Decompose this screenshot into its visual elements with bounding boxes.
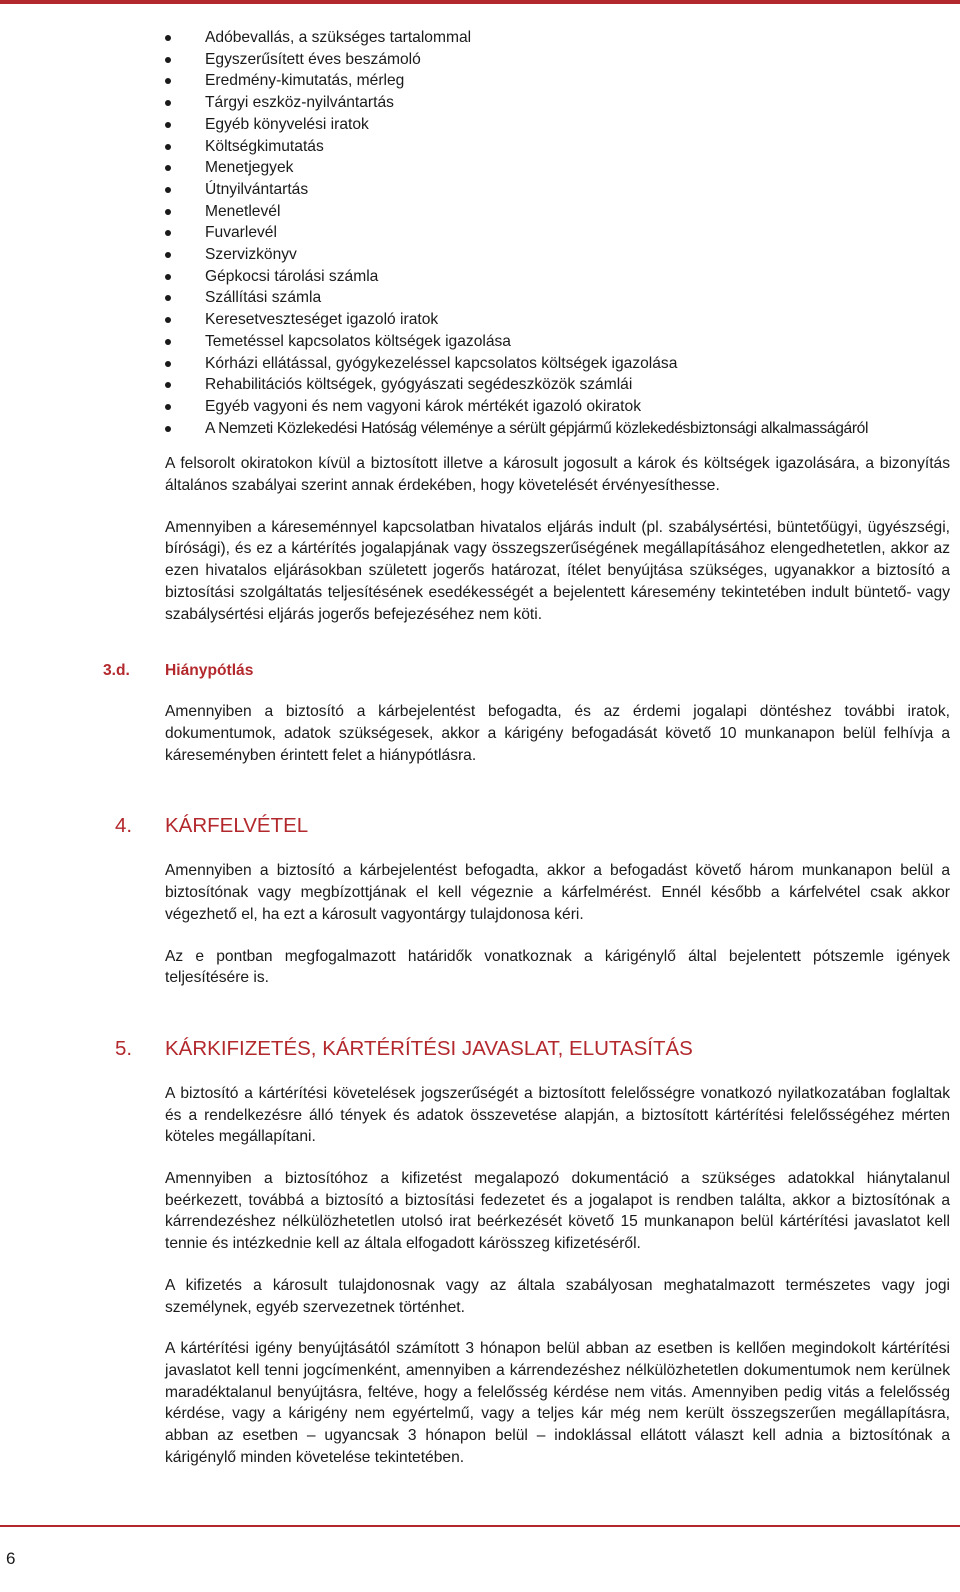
list-item: Tárgyi eszköz-nyilvántartás bbox=[165, 92, 950, 114]
document-body bbox=[103, 27, 950, 1468]
list-item: Költségkimutatás bbox=[165, 136, 950, 158]
section-title: Hiánypótlás bbox=[165, 662, 254, 680]
list-item: Gépkocsi tárolási számla bbox=[165, 266, 950, 288]
paragraph-supporting-documents: A felsorolt okiratokon kívül a biztosított illetve a károsult jogosult a károk és költségek igazolására, a bizonyítás általános szabályai szerint annak érdekében, hogy követelését érvényesíthesse. bbox=[165, 455, 950, 495]
bullet-icon bbox=[165, 144, 171, 150]
bullet-icon bbox=[165, 274, 171, 280]
bullet-icon bbox=[165, 317, 171, 323]
paragraph-official-proceedings: Amennyiben a káreseménnyel kapcsolatban hivatalos eljárás indult (pl. szabálysértési, büntetőügyi, ügyészségi, bírósági), és ez a kártérítés jogalapjának vagy összegszerűségének megállapításához elengedhetetlen, akkor az ezen hivatalos eljárásokban született jogerős határozat, ítélet benyújtása szükséges, ugyanakkor a biztosító a biztosítási szolgáltatás teljesítésének esedékességét a bejelentett káresemény tekintetében indult büntető- vagy szabálysértési eljárás jogerős befejezéséhez nem köti. bbox=[165, 518, 950, 623]
list-item: Menetlevél bbox=[165, 201, 950, 223]
section-4-heading bbox=[115, 812, 950, 840]
section-5-heading bbox=[115, 1035, 950, 1063]
bullet-icon bbox=[165, 339, 171, 345]
section-title: KÁRFELVÉTEL bbox=[165, 814, 309, 838]
bullet-icon bbox=[165, 230, 171, 236]
list-item: Szervizkönyv bbox=[165, 244, 950, 266]
page-number: 6 bbox=[6, 1549, 16, 1568]
paragraph-deadlines: Az e pontban megfogalmazott határidők vonatkoznak a kárigénylő által bejelentett pótszemle igények teljesítésére is. bbox=[165, 947, 950, 987]
section-number: 5. bbox=[115, 1036, 133, 1060]
list-item: A Nemzeti Közlekedési Hatóság véleménye a sérült gépjármű közlekedésbiztonsági alkalmasságáról bbox=[165, 418, 950, 440]
list-item: Egyéb vagyoni és nem vagyoni károk mértékét igazoló okiratok bbox=[165, 396, 950, 418]
bullet-icon bbox=[165, 187, 171, 193]
paragraph-liability-assessment: A biztosító a kártérítési követelések jogszerűségét a biztosított felelősségre vonatkozó nyilatkozatában foglaltak és a rendelkezésre álló tények és adatok összevetése alapján, a biztosított kártérítési felelősségéhez mérten köteles megállapítani. bbox=[165, 1084, 950, 1146]
bullet-icon bbox=[165, 122, 171, 128]
bullet-icon bbox=[165, 361, 171, 367]
list-item: Rehabilitációs költségek, gyógyászati segédeszközök számlái bbox=[165, 374, 950, 396]
footer-divider bbox=[0, 1525, 960, 1527]
list-item: Útnyilvántartás bbox=[165, 179, 950, 201]
bullet-icon bbox=[165, 78, 171, 84]
paragraph-deficiency-remedy: Amennyiben a biztosító a kárbejelentést befogadta, és az érdemi jogalapi döntéshez további iratok, dokumentumok, adatok szükségesek, akkor a kárigény befogadását követő 10 munkanapon belül felhívja a káreseményben érintett felet a hiánypótlásra. bbox=[165, 703, 950, 764]
bullet-icon bbox=[165, 57, 171, 63]
list-item: Kórházi ellátással, gyógykezeléssel kapcsolatos költségek igazolása bbox=[165, 353, 950, 375]
bullet-icon bbox=[165, 382, 171, 388]
list-item: Egyszerűsített éves beszámoló bbox=[165, 49, 950, 71]
list-item: Egyéb könyvelési iratok bbox=[165, 114, 950, 136]
required-documents-list bbox=[165, 27, 950, 439]
bullet-icon bbox=[165, 100, 171, 106]
list-item: Menetjegyek bbox=[165, 157, 950, 179]
bullet-icon bbox=[165, 209, 171, 215]
list-item: Adóbevallás, a szükséges tartalommal bbox=[165, 27, 950, 49]
list-item: Szállítási számla bbox=[165, 287, 950, 309]
paragraph-three-month-deadline: A kártérítési igény benyújtásától számított 3 hónapon belül abban az esetben is kellően megindokolt kártérítési javaslatot kell tenni jogcímenként, amennyiben a kárrendezéshez nélkülözhetetlen dokumentumok nem kerülnek maradéktalanul benyújtásra, feltéve, hogy a felelősség kérdése nem vitás. Amennyiben pedig vitás a felelősség kérdése, vagy a kárigény nem egyértelmű, vagy a teljes kár még nem került összegszerűen megállapításra, abban az esetben – ugyancsak 3 hónapon belül – indoklással ellátott választ kell adnia a biztosítónak a kárigénylő minden követelése tekintetében. bbox=[165, 1340, 950, 1466]
bullet-icon bbox=[165, 295, 171, 301]
paragraph-payment-recipient: A kifizetés a károsult tulajdonosnak vagy az általa szabályosan meghatalmazott természetes vagy jogi személynek, egyéb szervezetnek történhet. bbox=[165, 1276, 950, 1316]
bullet-icon bbox=[165, 426, 171, 432]
paragraph-compensation-proposal: Amennyiben a biztosítóhoz a kifizetést megalapozó dokumentáció a szükséges adatokkal hiánytalanul beérkezett, továbbá a biztosító a biztosítási fedezetet és a jogalapot is rendben találta, akkor a biztosítónak a kárrendezéshez nélkülözhetetlen utolsó irat beérkezését követő 15 munkanapon belül kártérítési javaslatot kell tennie és intézkednie kell az általa elfogadott kárösszeg kifizetéséről. bbox=[165, 1170, 950, 1253]
list-item: Temetéssel kapcsolatos költségek igazolása bbox=[165, 331, 950, 353]
list-item: Fuvarlevél bbox=[165, 222, 950, 244]
bullet-icon bbox=[165, 165, 171, 171]
top-accent-bar bbox=[0, 0, 960, 4]
list-item: Keresetveszteséget igazoló iratok bbox=[165, 309, 950, 331]
list-item: Eredmény-kimutatás, mérleg bbox=[165, 70, 950, 92]
section-number: 3.d. bbox=[103, 662, 130, 680]
paragraph-damage-survey: Amennyiben a biztosító a kárbejelentést befogadta, akkor a befogadást követő három munkanapon belül a biztosítónak vagy megbízottjának el kell végeznie a kárfelmérést. Ennél később a kárfelvétel csak akkor végezhető el, ha ezt a károsult vagyontárgy tulajdonosa kéri. bbox=[165, 862, 950, 923]
section-3d-heading bbox=[103, 660, 950, 682]
bullet-icon bbox=[165, 35, 171, 41]
section-title: KÁRKIFIZETÉS, KÁRTÉRÍTÉSI JAVASLAT, ELUTASÍTÁS bbox=[165, 1036, 693, 1060]
bullet-icon bbox=[165, 404, 171, 410]
bullet-icon bbox=[165, 252, 171, 258]
section-number: 4. bbox=[115, 814, 133, 838]
